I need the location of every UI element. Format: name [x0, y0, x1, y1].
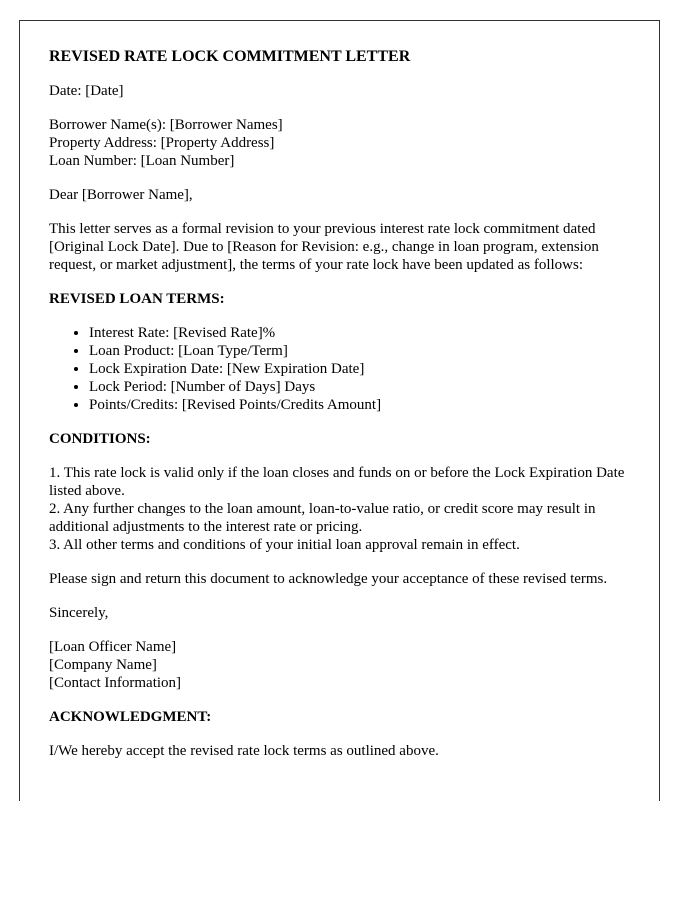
borrower-info-block [49, 116, 631, 170]
letter-title: REVISED RATE LOCK COMMITMENT LETTER [49, 48, 411, 65]
term-loan-product: • Loan Product: [Loan Type/Term] [89, 342, 631, 360]
letter-page [19, 20, 660, 801]
property-address: Property Address: [Property Address] [49, 135, 275, 151]
term-lock-period: • Lock Period: [Number of Days] Days [89, 378, 631, 396]
term-lock-expiration: • Lock Expiration Date: [New Expiration Date] [89, 360, 631, 378]
revised-terms-list [49, 324, 631, 414]
greeting: Dear [Borrower Name], [49, 187, 193, 203]
contact-information: [Contact Information] [49, 675, 182, 691]
acknowledgment-heading: ACKNOWLEDGMENT: [49, 709, 212, 725]
condition-item: 3. All other terms and conditions of your initial loan approval remain in effect. [49, 537, 520, 553]
acknowledgment-text: I/We hereby accept the revised rate lock terms as outlined above. [49, 743, 439, 759]
revised-loan-terms-heading: REVISED LOAN TERMS: [49, 291, 225, 307]
intro-paragraph: This letter serves as a formal revision to your previous interest rate lock commitment dated [Original Lock Date]. Due to [Reason for Revision: e.g., change in loan program, extension request, or market adjustment], the terms of your rate lock have been updated as follows: [49, 221, 599, 273]
borrower-names: Borrower Name(s): [Borrower Names] [49, 117, 283, 133]
loan-number: Loan Number: [Loan Number] [49, 153, 235, 169]
term-interest-rate: • Interest Rate: [Revised Rate]% [89, 324, 631, 342]
sign-request: Please sign and return this document to acknowledge your acceptance of these revised terms. [49, 571, 608, 587]
loan-officer-name: [Loan Officer Name] [49, 639, 177, 655]
signature-block [49, 638, 631, 692]
company-name: [Company Name] [49, 657, 157, 673]
term-points-credits: • Points/Credits: [Revised Points/Credits Amount] [89, 396, 631, 414]
conditions-block [49, 464, 631, 554]
letter-date: Date: [Date] [49, 83, 124, 99]
closing: Sincerely, [49, 605, 109, 621]
condition-item: 2. Any further changes to the loan amount, loan-to-value ratio, or credit score may result in additional adjustments to the interest rate or pricing. [49, 501, 596, 535]
condition-item: 1. This rate lock is valid only if the loan closes and funds on or before the Lock Expiration Date listed above. [49, 465, 625, 499]
conditions-heading: CONDITIONS: [49, 431, 151, 447]
